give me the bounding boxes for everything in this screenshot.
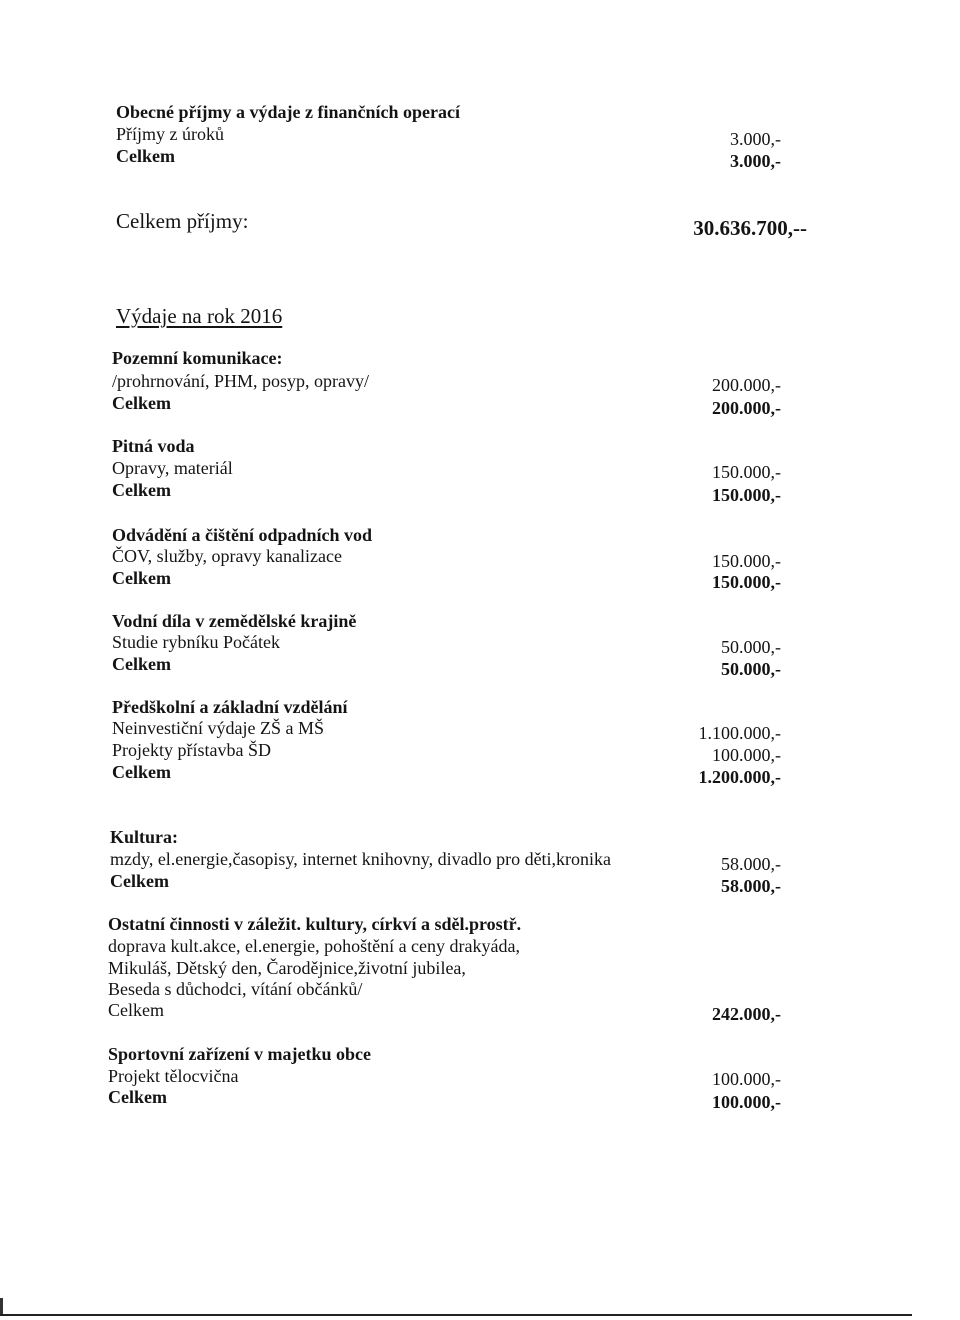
- water-item-value: 150.000,-: [712, 462, 781, 482]
- waterworks-item-value: 50.000,-: [721, 637, 781, 657]
- education-item-1: Neinvestiční výdaje ZŠ a MŠ: [112, 718, 324, 738]
- sports-total-label: Celkem: [108, 1087, 167, 1107]
- financial-total-label: Celkem: [116, 146, 175, 166]
- roads-item: /prohrnování, PHM, posyp, opravy/: [112, 371, 369, 391]
- other-culture-total-label: Celkem: [108, 1000, 164, 1020]
- education-item-2-value: 100.000,-: [712, 745, 781, 765]
- scan-bottom-border: [0, 1314, 912, 1316]
- culture-item: mzdy, el.energie,časopisy, internet knihovny, divadlo pro děti,kronika: [110, 849, 612, 869]
- culture-total-label: Celkem: [110, 871, 169, 891]
- sports-total-value: 100.000,-: [712, 1092, 781, 1112]
- sports-item-value: 100.000,-: [712, 1069, 781, 1089]
- roads-item-value: 200.000,-: [712, 375, 781, 395]
- waterworks-item: Studie rybníku Počátek: [112, 632, 280, 652]
- water-total-label: Celkem: [112, 480, 171, 500]
- education-total-value: 1.200.000,-: [698, 767, 781, 787]
- roads-total-label: Celkem: [112, 393, 171, 413]
- culture-item-value: 58.000,-: [721, 854, 781, 874]
- financial-item-value: 3.000,-: [730, 129, 781, 149]
- culture-heading: Kultura:: [110, 827, 179, 847]
- roads-heading: Pozemní komunikace:: [112, 348, 283, 368]
- financial-total-value: 3.000,-: [730, 151, 781, 171]
- waterworks-total-value: 50.000,-: [721, 659, 781, 679]
- education-item-2: Projekty přístavba ŠD: [112, 740, 271, 760]
- sewage-item: ČOV, služby, opravy kanalizace: [112, 546, 342, 566]
- water-heading: Pitná voda: [112, 436, 195, 456]
- culture-total-value: 58.000,-: [721, 876, 781, 896]
- education-item-1-value: 1.100.000,-: [698, 723, 781, 743]
- water-item: Opravy, materiál: [112, 458, 233, 478]
- sports-item: Projekt tělocvična: [108, 1066, 239, 1086]
- other-culture-heading: Ostatní činnosti v záležit. kultury, církví a sděl.prostř.: [108, 914, 522, 934]
- other-culture-line-3: Beseda s důchodci, vítání občánků/: [108, 979, 363, 999]
- income-total-label: Celkem příjmy:: [116, 209, 249, 233]
- education-heading: Předškolní a základní vzdělání: [112, 697, 348, 717]
- sewage-total-value: 150.000,-: [712, 572, 781, 592]
- other-culture-line-1: doprava kult.akce, el.energie, pohoštění a ceny drakyáda,: [108, 936, 520, 956]
- roads-total-value: 200.000,-: [712, 398, 781, 418]
- financial-item: Příjmy z úroků: [116, 124, 224, 144]
- sewage-heading: Odvádění a čištění odpadních vod: [112, 525, 373, 545]
- waterworks-total-label: Celkem: [112, 654, 171, 674]
- education-total-label: Celkem: [112, 762, 171, 782]
- other-culture-line-2: Mikuláš, Dětský den, Čarodějnice,životní jubilea,: [108, 958, 466, 978]
- expenses-title: Výdaje na rok 2016: [116, 304, 283, 328]
- sewage-total-label: Celkem: [112, 568, 171, 588]
- sewage-item-value: 150.000,-: [712, 551, 781, 571]
- financial-heading: Obecné příjmy a výdaje z finančních operací: [116, 102, 460, 122]
- water-total-value: 150.000,-: [712, 485, 781, 505]
- other-culture-total-value: 242.000,-: [712, 1004, 781, 1024]
- income-total-value: 30.636.700,--: [693, 216, 807, 240]
- sports-heading: Sportovní zařízení v majetku obce: [108, 1044, 371, 1064]
- waterworks-heading: Vodní díla v zemědělské krajině: [112, 611, 357, 631]
- scan-edge-mark: [0, 1298, 3, 1314]
